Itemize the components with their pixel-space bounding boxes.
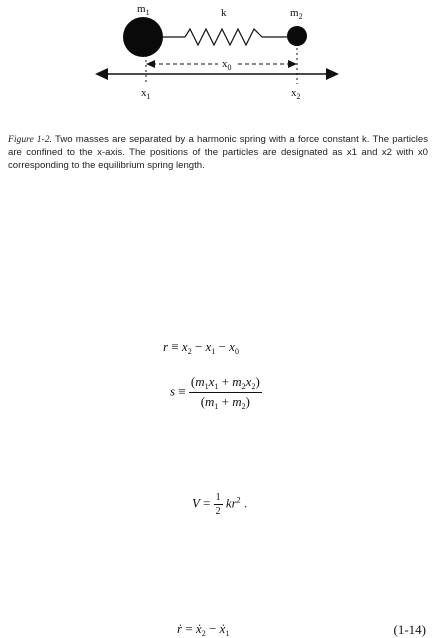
x-axis-arrow-right — [326, 68, 339, 80]
equation-number: (1-14) — [393, 622, 426, 637]
x0-arrowhead-left — [146, 60, 155, 68]
caption-text: Two masses are separated by a harmonic spring with a force constant k. The particles are confined to the x-axis. The positions of the particles are designated as x1 and x2 with x0 corresponding to the equilibrium spring length. — [8, 134, 429, 171]
mass-2-label: $m_2$ — [290, 7, 303, 21]
two-mass-spring-figure — [0, 0, 436, 110]
x0-arrowhead-right — [288, 60, 297, 68]
s-fraction: $\frac{(m_1x_1 + m_2x_2)}{(m_1 + m_2)}$ — [190, 374, 260, 411]
equation-r-definition: $r \equiv x_2 - x_1 - x_0$ — [163, 339, 239, 356]
figure-number: Figure 1-2. — [8, 134, 52, 145]
x-axis-arrow-left — [95, 68, 108, 80]
spring-zigzag — [185, 29, 262, 45]
x1-label: $x_1$ — [141, 87, 151, 101]
equation-rdot: ṙ = $ẋ_2$ − $ẋ_1$ — [177, 621, 230, 638]
figure-svg — [0, 0, 436, 110]
equation-s-definition: s ≡ $\frac{(m_1x_1 + m_2x_2)}{(m_1 + m_2)}$ — [170, 374, 260, 411]
spring-constant-label: k — [221, 7, 227, 19]
mass-1-ball — [123, 17, 163, 57]
half-fraction: $\frac{1}{2}$ — [215, 492, 221, 517]
x0-label: $x_0$ — [222, 58, 232, 72]
mass-1-label: $m_1$ — [137, 3, 150, 17]
mass-2-ball — [287, 26, 307, 46]
figure-caption — [8, 133, 428, 172]
equation-potential: V = $\frac{1}{2}$ $kr^2$ . — [192, 492, 248, 517]
x2-label: $x_2$ — [291, 87, 301, 101]
